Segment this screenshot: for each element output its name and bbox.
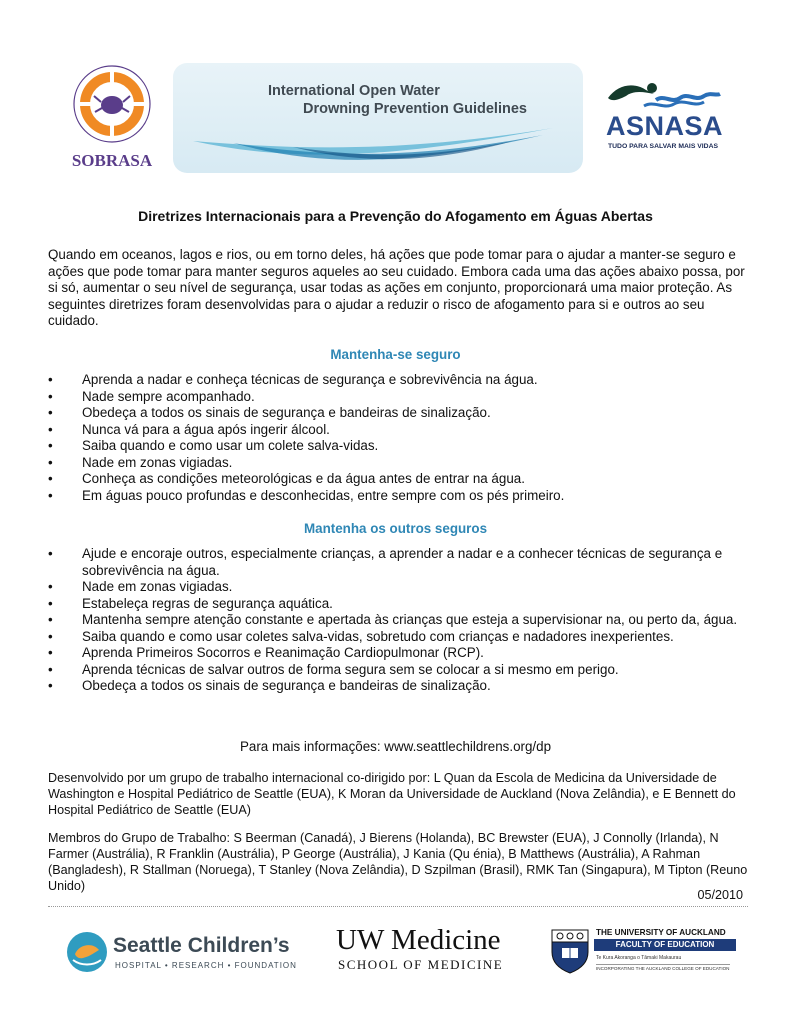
bullet: • (48, 388, 53, 404)
list-item-text: Nade em zonas vigiadas. (82, 454, 233, 470)
uw-medicine-sub: SCHOOL OF MEDICINE (338, 957, 504, 972)
list-item-text: Nade sempre acompanhado. (82, 388, 255, 404)
list-item (48, 645, 748, 662)
list-item (48, 579, 748, 596)
members-paragraph: Membros do Grupo de Trabalho: S Beerman (Canadá), J Bierens (Holanda), BC Brewster (EUA), J Connolly (Irlanda), N Farmer (Austrália), R Franklin (Austrália), P George (Austrália), J Kania (Qu énia), B Matthews (Austrália), A Rahman (Bangladesh), R Stallman (Noruega), T Stanley (Nova Zelândia), D Szpilman (Brasil), RMK Tan (Singapura), M Tipton (Reuno Unido) (48, 831, 748, 893)
uw-medicine-logo (336, 924, 516, 974)
list-item-text: Saiba quando e como usar um colete salva-vidas. (82, 438, 379, 453)
intro-paragraph: Quando em oceanos, lagos e rios, ou em torno deles, há ações que pode tomar para o ajudar a manter-se seguro e ações que pode tomar para manter seguros aqueles ao seu cuidado. Embora cada uma das ações abaixo possa, por si só, aumentar o seu nível de segurança, usar todas as ações em conjunto, proporcionará uma maior proteção. As seguintes diretrizes foram desenvolvidas para o ajudar a reduzir o risco de afogamento para si e outros ao seu cuidado. (48, 247, 745, 329)
list-item-text: Obedeça a todos os sinais de segurança e bandeiras de sinalização. (82, 405, 491, 420)
auckland-line3: Te Kura Akoranga o Tāmaki Makaurau (596, 955, 682, 961)
list-item-text: Estabeleça regras de segurança aquática. (82, 595, 333, 611)
list-item (48, 422, 748, 439)
list-item-text: Conheça as condições meteorológicas e da água antes de entrar na água. (82, 471, 525, 486)
bullet: • (48, 438, 53, 453)
bullet: • (48, 421, 53, 437)
auckland-line2: FACULTY OF EDUCATION (594, 939, 736, 951)
seattle-childrens-logo (65, 930, 305, 980)
seattle-childrens-name: Seattle Children’s (113, 934, 290, 957)
banner-title-line1: International Open Water (268, 83, 440, 99)
list-item-text: Obedeça a todos os sinais de segurança e bandeiras de sinalização. (82, 678, 491, 693)
section-title-keep-others-safe: Mantenha os outros seguros (303, 521, 488, 536)
asnasa-logo (604, 78, 724, 158)
list-item (48, 471, 748, 488)
bullet: • (48, 661, 53, 677)
swimmer-icon (604, 78, 724, 112)
list-item (48, 546, 748, 579)
list-item (48, 438, 748, 455)
document-title: Diretrizes Internacionais para a Prevenção do Afogamento em Águas Abertas (138, 208, 653, 224)
section-title-stay-safe: Mantenha-se seguro (330, 347, 461, 362)
list-item-text: Nade em zonas vigiadas. (82, 579, 233, 594)
bullet: • (48, 546, 53, 561)
list-item-text: Em águas pouco profundas e desconhecidas, entre sempre com os pés primeiro. (82, 487, 565, 503)
list-item (48, 662, 748, 679)
bullet: • (48, 645, 53, 660)
banner-title-line2: Drowning Prevention Guidelines (303, 101, 527, 117)
list-item (48, 372, 748, 389)
sobrasa-wordmark: SOBRASA (71, 151, 153, 170)
list-item (48, 678, 748, 695)
keep-others-safe-list (48, 546, 748, 695)
uw-medicine-name: UW Medicine (336, 924, 501, 956)
asnasa-wordmark: ASNASA (606, 111, 724, 141)
seattle-childrens-sub: HOSPITAL • RESEARCH • FOUNDATION (115, 961, 297, 970)
list-item (48, 455, 748, 472)
bullet: • (48, 579, 53, 594)
bullet: • (48, 471, 53, 486)
list-item (48, 612, 748, 629)
list-item (48, 389, 748, 406)
list-item-text: Ajude e encoraje outros, especialmente crianças, a aprender a nadar e a conhecer técnicas de segurança e sobrevivência na água. (82, 546, 723, 578)
more-info-link-line: Para mais informações: www.seattlechildrens.org/dp (239, 739, 552, 754)
bullet: • (48, 595, 53, 611)
bullet: • (48, 612, 53, 627)
footer-divider (48, 906, 748, 907)
developed-by-paragraph: Desenvolvido por um grupo de trabalho internacional co-dirigido por: L Quan da Escola de Medicina da Universidade de Washington e Hospital Pediátrico de Seattle (EUA), K Moran da Universidade de Auckland (Nova Zelândia), e E Bennett do Hospital Pediátrico de Seattle (EUA) (48, 771, 736, 817)
list-item (48, 629, 748, 646)
list-item (48, 596, 748, 613)
bullet: • (48, 372, 53, 387)
bullet: • (48, 678, 53, 693)
document-date: 05/2010 (697, 888, 743, 902)
list-item-text: Aprenda a nadar e conheça técnicas de segurança e sobrevivência na água. (82, 372, 538, 387)
list-item (48, 488, 748, 505)
list-item-text: Aprenda Primeiros Socorros e Reanimação Cardiopulmonar (RCP). (82, 645, 484, 660)
auckland-line1: THE UNIVERSITY OF AUCKLAND (596, 928, 726, 937)
bullet: • (48, 454, 53, 470)
university-of-auckland-logo (550, 928, 740, 978)
sobrasa-logo (62, 62, 162, 172)
list-item-text: Mantenha sempre atenção constante e apertada às crianças que esteja a supervisionar na, ou perto da, água. (82, 612, 738, 627)
guidelines-banner (173, 63, 583, 173)
crest-icon (550, 928, 590, 974)
whale-icon (65, 930, 109, 974)
stay-safe-list (48, 372, 748, 504)
asnasa-tagline: TUDO PARA SALVAR MAIS VIDAS (608, 143, 719, 150)
bullet: • (48, 405, 53, 420)
list-item-text: Nunca vá para a água após ingerir álcool. (82, 421, 330, 437)
bullet: • (48, 628, 53, 644)
list-item-text: Saiba quando e como usar coletes salva-vidas, sobretudo com crianças e nadadores inexperientes. (82, 628, 674, 644)
list-item-text: Aprenda técnicas de salvar outros de forma segura sem se colocar a si mesmo em perigo. (82, 661, 619, 677)
bullet: • (48, 487, 53, 503)
auckland-line4: INCORPORATING THE AUCKLAND COLLEGE OF EDUCATION (596, 966, 730, 971)
list-item (48, 405, 748, 422)
wave-graphic (173, 113, 583, 173)
